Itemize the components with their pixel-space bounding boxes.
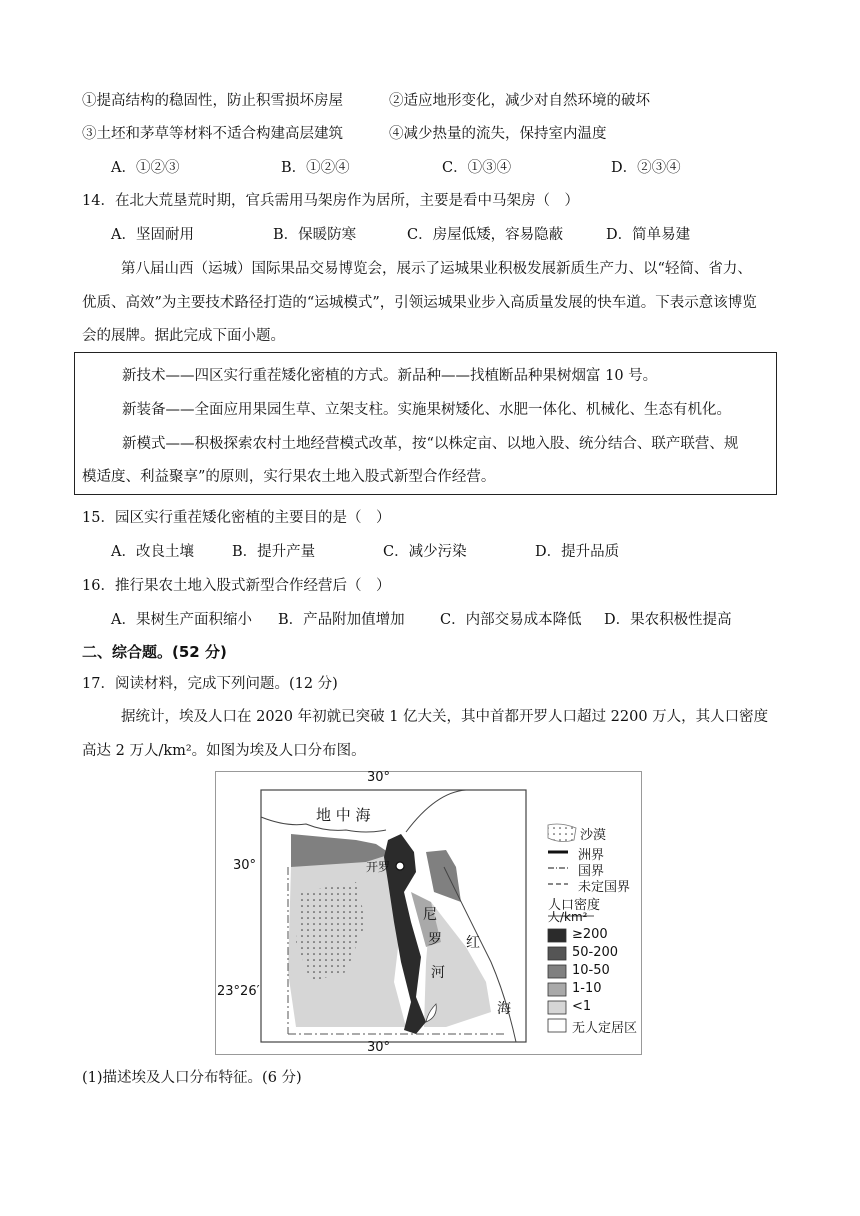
q13-item-2: ②适应地形变化，减少对自然环境的破坏 — [389, 93, 650, 109]
q17-sub-question-1: (1)描述埃及人口分布特征。(6 分) — [82, 1070, 302, 1086]
q14-option-c: C．房屋低矮，容易隐蔽 — [407, 227, 564, 243]
legend-density-label-1: 50-200 — [572, 945, 619, 960]
nile-label-1: 尼 — [423, 907, 437, 923]
q13-item-1: ①提高结构的稳固性，防止积雪损坏房屋 — [82, 93, 343, 109]
cairo-label: 开罗 — [366, 860, 391, 874]
legend-density-swatch-5 — [548, 1019, 566, 1032]
intro-line-2: 优质、高效”为主要技术路径打造的“运城模式”，引领运城果业步入高质量发展的快车道。下表示意该博览 — [82, 295, 757, 311]
box-line-3: 新模式——积极探索农村土地经营模式改革，按“以株定亩、以地入股、统分结合、联产联营、规 — [122, 436, 739, 452]
q15-option-d: D．提升品质 — [535, 544, 620, 560]
q17-para-1: 据统计，埃及人口在 2020 年初就已突破 1 亿大关，其中首都开罗人口超过 2200 万人，其人口密度 — [121, 709, 769, 725]
q15-option-b: B．提升产量 — [232, 544, 316, 560]
box-line-4: 模适度、利益聚享”的原则，实行果农土地入股式新型合作经营。 — [82, 469, 496, 485]
q17-stem: 17．阅读材料，完成下列问题。(12 分) — [82, 676, 338, 692]
q17-para-2: 高达 2 万人/km²。如图为埃及人口分布图。 — [82, 743, 366, 759]
intro-line-3: 会的展牌。据此完成下面小题。 — [82, 328, 285, 344]
nile-label-2: 罗 — [428, 932, 442, 948]
lon-label-top: 30° — [367, 770, 391, 785]
legend-density-label-3: 1-10 — [572, 981, 602, 996]
q15-option-a: A．改良土壤 — [111, 544, 194, 560]
q16-stem: 16．推行果农土地入股式新型合作经营后（ ） — [82, 578, 391, 594]
q13-option-b: B．①②④ — [281, 160, 350, 176]
q13-item-3: ③土坯和茅草等材料不适合构建高层建筑 — [82, 126, 343, 142]
legend-density-swatch-0 — [548, 929, 566, 942]
q16-option-b: B．产品附加值增加 — [278, 612, 405, 628]
cairo-marker — [396, 862, 404, 870]
legend-desert-swatch — [548, 824, 576, 842]
section-heading: 二、综合题。(52 分) — [82, 643, 227, 661]
lat-label-30: 30° — [233, 858, 257, 873]
legend-undetermined-label: 未定国界 — [578, 880, 631, 895]
box-line-1: 新技术——四区实行重茬矮化密植的方式。新品种——找植断品种果树烟富 10 号。 — [122, 368, 658, 384]
q15-stem: 15．园区实行重茬矮化密植的主要目的是（ ） — [82, 510, 391, 526]
legend-density-label-5: 无人定居区 — [572, 1021, 638, 1036]
lon-label-bottom: 30° — [367, 1040, 391, 1055]
egypt-population-map — [215, 771, 642, 1055]
legend-continent-label: 洲界 — [578, 848, 605, 863]
q13-option-a: A．①②③ — [111, 160, 180, 176]
q16-option-c: C．内部交易成本降低 — [440, 612, 582, 628]
red-sea-label-2: 海 — [497, 1001, 511, 1017]
q13-item-4: ④减少热量的流失，保持室内温度 — [389, 126, 607, 142]
legend-density-swatch-4 — [548, 1001, 566, 1014]
legend-density-label-2: 10-50 — [572, 963, 610, 978]
q14-stem: 14．在北大荒垦荒时期，官兵需用马架房作为居所，主要是看中马架房（ ） — [82, 193, 579, 209]
mediterranean-label: 地 中 海 — [316, 806, 371, 824]
legend-density-swatch-1 — [548, 947, 566, 960]
legend-density-unit: 人/km² — [548, 910, 588, 924]
legend-density-swatch-2 — [548, 965, 566, 978]
legend-density-title: 人口密度 — [548, 898, 601, 913]
q13-option-c: C．①③④ — [442, 160, 512, 176]
legend-density-label-0: ≥200 — [572, 927, 608, 942]
q14-option-b: B．保暖防寒 — [273, 227, 357, 243]
legend-density-swatch-3 — [548, 983, 566, 996]
q14-option-a: A．坚固耐用 — [111, 227, 194, 243]
lat-label-2326: 23°26′ — [217, 984, 260, 999]
legend-desert-label: 沙漠 — [580, 828, 607, 843]
q15-option-c: C．减少污染 — [383, 544, 467, 560]
box-line-2: 新装备——全面应用果园生草、立架支柱。实施果树矮化、水肥一体化、机械化、生态有机化。 — [122, 402, 731, 418]
q13-option-d: D．②③④ — [611, 160, 681, 176]
intro-line-1: 第八届山西（运城）国际果品交易博览会，展示了运城果业积极发展新质生产力、以“轻简、省力、 — [121, 261, 752, 277]
q16-option-d: D．果农积极性提高 — [604, 612, 732, 628]
legend-density-label-4: <1 — [572, 999, 592, 1014]
q14-option-d: D．简单易建 — [606, 227, 691, 243]
legend-border-label: 国界 — [578, 864, 605, 879]
nile-label-3: 河 — [431, 965, 445, 981]
q16-option-a: A．果树生产面积缩小 — [111, 612, 252, 628]
red-sea-label-1: 红 — [466, 935, 480, 951]
